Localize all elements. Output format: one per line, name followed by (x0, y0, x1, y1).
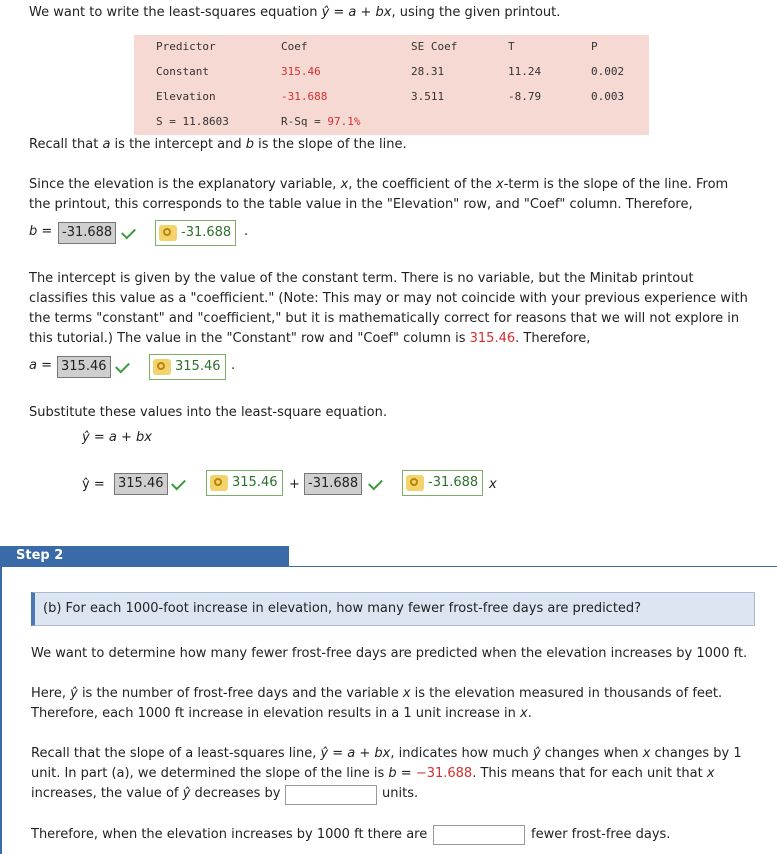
substitute-text: Substitute these values into the least-square equation. (29, 405, 387, 420)
a-sub-key-answer[interactable] (206, 470, 283, 496)
text: Recall that the slope of a least-squares line, (31, 746, 321, 761)
a-key-value: 315.46 (175, 359, 221, 374)
recall-part: is the slope of the line. (254, 137, 407, 152)
step2-para-1: We want to determine how many fewer frost-free days are predicted when the elevation increases by 1000 ft. (31, 646, 748, 661)
header-se-coef: SE Coef (411, 40, 458, 53)
check-icon (368, 476, 383, 491)
row-elevation-coef: -31.688 (281, 90, 328, 103)
text: this tutorial.) The value in the "Constant" row and "Coef" column is (29, 331, 470, 346)
intro-prefix: We want to write the least-squares equation (29, 5, 322, 20)
var-a: a (102, 137, 111, 152)
text: = (396, 766, 416, 781)
b-sub-key-value: -31.688 (428, 475, 479, 490)
check-icon (171, 476, 186, 491)
row-elevation-t: -8.79 (508, 90, 542, 103)
fewer-days-input[interactable] (433, 825, 525, 845)
var-yhat: ŷ (70, 686, 78, 701)
key-icon (210, 475, 228, 491)
b-key-value: -31.688 (181, 225, 232, 240)
var-a: a (29, 358, 37, 373)
intro-equation: ŷ = a + bx (321, 5, 392, 20)
a-key-answer[interactable] (149, 354, 226, 380)
key-icon (153, 359, 171, 375)
units-label: units. (382, 786, 419, 801)
var-x: x (496, 177, 504, 192)
text: changes when (540, 746, 643, 761)
a-sub-answer-box[interactable]: 315.46 (114, 473, 168, 495)
row-constant-coef: 315.46 (281, 65, 321, 78)
text: decreases by (190, 786, 281, 801)
key-icon (406, 475, 424, 491)
a-sub-key-value: 315.46 (232, 475, 278, 490)
intercept-line-2: classifies this value as a "coefficient." (Note: This may or may not coincide with your previous experience with (29, 291, 748, 306)
step2-para-3-line-1 (31, 744, 742, 764)
row-constant-t: 11.24 (508, 65, 542, 78)
step2-para-3-line-2 (31, 764, 715, 784)
rsq-value (281, 115, 360, 128)
header-p: P (591, 40, 598, 53)
step2-para-4: Therefore, when the elevation increases by 1000 ft there are (31, 827, 428, 842)
b-answer-box[interactable]: -31.688 (58, 222, 116, 244)
text: . Therefore, (515, 331, 591, 346)
var-b: b (245, 137, 255, 152)
question-box: (b) For each 1000-foot increase in elevation, how many fewer frost-free days are predicted? (31, 592, 755, 626)
plus-sign: + (289, 477, 300, 492)
text: is the number of frost-free days and the variable (77, 686, 403, 701)
intro-text (29, 3, 560, 23)
intercept-line-1: The intercept is given by the value of the constant term. There is no variable, but the Minitab printout (29, 271, 694, 286)
b-key-answer[interactable] (155, 220, 236, 246)
period: . (231, 358, 236, 373)
fewer-days-label: fewer frost-free days. (531, 827, 671, 842)
intercept-line-3: the terms "constant" and "coefficient," but it is mathematically correct for reasons that we will not explore in (29, 311, 740, 326)
a-answer-box[interactable]: 315.46 (57, 356, 111, 378)
slope-line-2: the printout, this corresponds to the table value in the "Elevation" row, and "Coef" column. Therefore, (29, 197, 693, 212)
equals: = (36, 358, 52, 373)
row-elevation-se: 3.511 (411, 90, 445, 103)
row-constant-predictor: Constant (156, 65, 209, 78)
equation: ŷ = a + bx (320, 746, 391, 761)
decrease-amount-input[interactable] (285, 785, 377, 805)
var-x: x (402, 686, 411, 701)
text: Since the elevation is the explanatory variable, (29, 177, 341, 192)
text: increases, the value of (31, 786, 183, 801)
text: Here, (31, 686, 71, 701)
var-b: b (29, 224, 38, 239)
recall-part: Recall that (29, 137, 103, 152)
intro-suffix: , using the given printout. (391, 5, 561, 20)
row-elevation-p: 0.003 (591, 90, 625, 103)
row-elevation-predictor: Elevation (156, 90, 216, 103)
text: , indicates how much (390, 746, 533, 761)
rsq-number: 97.1% (327, 115, 361, 128)
text: , the coefficient of the (348, 177, 497, 192)
b-label (29, 222, 52, 242)
check-icon (115, 359, 130, 374)
minitab-printout (134, 35, 649, 135)
constant-value: 315.46 (469, 331, 516, 346)
text: changes by 1 (650, 746, 742, 761)
slope-value: −31.688 (415, 766, 473, 781)
recall-text (29, 135, 407, 155)
var-x: x (706, 766, 715, 781)
intercept-line-4 (29, 329, 590, 349)
var-x: x (642, 746, 651, 761)
equals: = (37, 224, 53, 239)
header-t: T (508, 40, 515, 53)
step-side-border (0, 566, 2, 854)
step-2-header[interactable]: Step 2 (0, 546, 289, 566)
period: . (244, 224, 249, 239)
var-yhat: ŷ (182, 786, 191, 801)
text: unit. In part (a), we determined the slope of the line is (31, 766, 389, 781)
var-yhat: ŷ (532, 746, 541, 761)
header-coef: Coef (281, 40, 308, 53)
header-predictor: Predictor (156, 40, 216, 53)
substitute-equation: ŷ = a + bx (82, 430, 152, 445)
text: Therefore, each 1000 ft increase in elevation results in a 1 unit increase in (31, 706, 520, 721)
text: is the elevation measured in thousands of feet. (410, 686, 723, 701)
slope-line-1 (29, 175, 728, 195)
b-sub-key-answer[interactable] (402, 470, 483, 496)
step2-para-2-line-2 (31, 704, 532, 724)
a-label (29, 356, 52, 376)
text: -term is the slope of the line. From (503, 177, 729, 192)
step2-para-3-line-3 (31, 784, 281, 804)
b-sub-answer-box[interactable]: -31.688 (304, 473, 362, 495)
step2-para-2-line-1 (31, 684, 722, 704)
row-constant-se: 28.31 (411, 65, 445, 78)
row-constant-p: 0.002 (591, 65, 625, 78)
text: . This means that for each unit that (472, 766, 707, 781)
var-x: x (519, 706, 528, 721)
var-x: x (489, 477, 497, 492)
step-divider (0, 566, 777, 567)
rsq-label: R-Sq = (281, 115, 328, 128)
var-x: x (340, 177, 349, 192)
check-icon (121, 225, 136, 240)
yhat-label: ŷ = (82, 477, 105, 492)
s-value: S = 11.8603 (156, 115, 229, 128)
var-b: b (388, 766, 397, 781)
key-icon (159, 225, 177, 241)
text: . (527, 706, 532, 721)
recall-part: is the intercept and (110, 137, 246, 152)
